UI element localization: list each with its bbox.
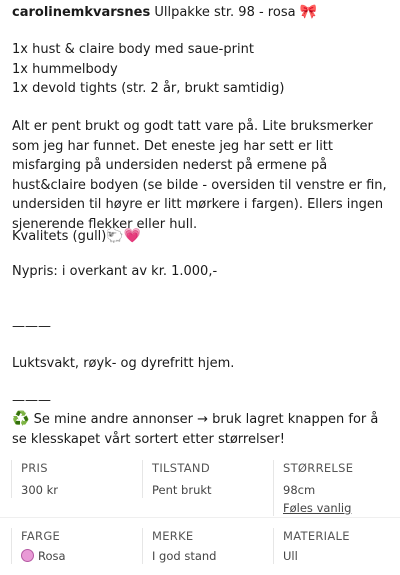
listing-title: Ullpakke str. 98 - rosa — [154, 5, 296, 20]
attr-price — [11, 460, 141, 498]
condition-description: Alt er pent brukt og godt tatt vare på. Lite bruksmerker som jeg har funnet. Det eneste jeg har sett er litt misfarging på undersiden nederst på ermene på hust&claire bodyen (se bilde - oversiden til venstre er fin, undersiden til høyre er litt mørkere i fargen). Ellers ingen sjenerende flekker eller hull. — [12, 119, 387, 232]
color-swatch-icon — [21, 549, 34, 562]
attr-value — [21, 548, 141, 564]
attr-brand — [142, 528, 272, 564]
item-line-2: 1x hummelbody — [12, 62, 118, 77]
attr-label: FARGE — [21, 529, 61, 543]
sheep-heart-emoji-icon: 🐑💗 — [106, 228, 142, 244]
attributes-grid — [0, 452, 400, 575]
attr-value: I god stand — [152, 549, 217, 563]
listing-title-line — [12, 3, 394, 22]
seller-username[interactable]: carolinemkvarsnes — [12, 5, 151, 20]
attr-label: MERKE — [152, 529, 194, 543]
color-name: Rosa — [38, 549, 66, 563]
attr-material — [273, 528, 400, 564]
separator-line: ——— — [12, 319, 51, 334]
item-line-3: 1x devold tights (str. 2 år, brukt samtidig) — [12, 81, 285, 96]
bow-emoji-icon: 🎀 — [299, 4, 318, 20]
recycle-icon: ♻️ — [12, 411, 30, 427]
quality-line — [12, 227, 394, 246]
item-line-1: 1x hust & claire body med saue-print — [12, 42, 254, 57]
home-note: Luktsvakt, røyk- og dyrefritt hjem. — [12, 356, 235, 371]
attr-label: PRIS — [21, 461, 48, 475]
attr-color — [11, 528, 141, 564]
closet-note-text: Se mine andre annonser → bruk lagret knappen for å se klesskapet vårt sortert etter størrelser! — [12, 412, 379, 447]
attr-size — [273, 460, 400, 516]
quality-text: Kvalitets (gull) — [12, 229, 107, 244]
attr-label: STØRRELSE — [283, 461, 354, 475]
attr-label: TILSTAND — [152, 461, 210, 475]
attr-value: Pent brukt — [152, 483, 212, 497]
separator-line: ——— — [12, 393, 51, 408]
size-fit-link[interactable]: Føles vanlig — [283, 501, 352, 515]
attr-label: MATERIALE — [283, 529, 350, 543]
attr-value: 98cm — [283, 483, 316, 497]
new-price-note: Nypris: i overkant av kr. 1.000,- — [12, 264, 218, 279]
closet-note — [12, 410, 394, 449]
attr-value: Ull — [283, 549, 298, 563]
attr-condition — [142, 460, 272, 498]
divider — [0, 517, 400, 518]
attr-value: 300 kr — [21, 483, 58, 497]
